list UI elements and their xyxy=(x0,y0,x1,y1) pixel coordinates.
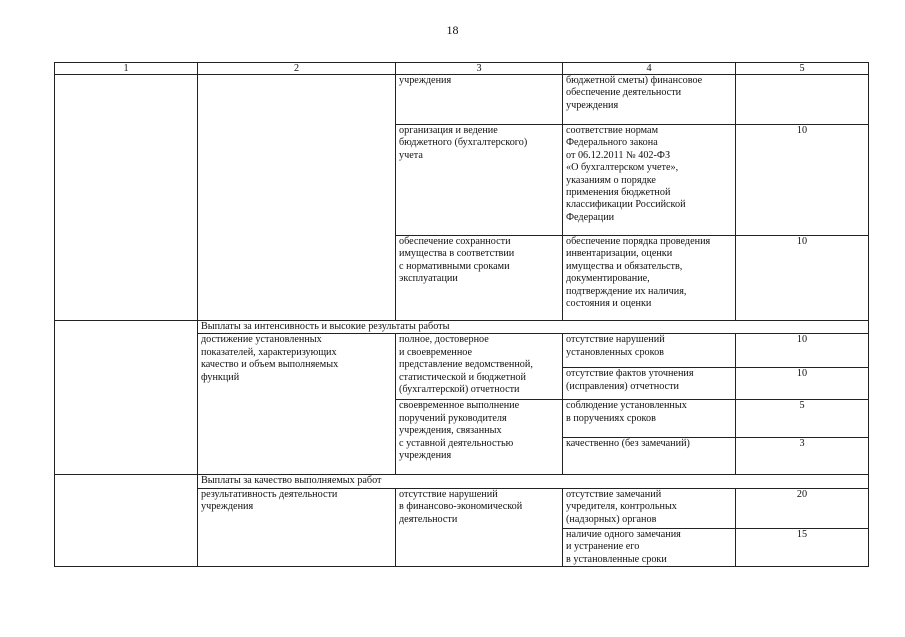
table-cell-col4: отсутствие нарушений установленных сроков xyxy=(563,334,736,368)
table-cell-col4: бюджетной сметы) финансовое обеспечение деятельности учреждения xyxy=(563,75,736,125)
table-cell-col5: 10 xyxy=(736,125,869,236)
table-cell-col4: обеспечение порядка проведения инвентаризации, оценки имущества и обязательств, документирование, подтверждение их наличия, состояния и оценки xyxy=(563,236,736,321)
table-cell-col4: отсутствие замечаний учредителя, контрольных (надзорных) органов xyxy=(563,488,736,528)
table-cell-col2 xyxy=(198,75,396,321)
column-header: 2 xyxy=(198,63,396,75)
table-cell-col2: результативность деятельности учреждения xyxy=(198,488,396,566)
column-header: 4 xyxy=(563,63,736,75)
table-cell-col3: обеспечение сохранности имущества в соответствии с нормативными сроками эксплуатации xyxy=(396,236,563,321)
table-cell-col4: соответствие нормам Федерального закона от 06.12.2011 № 402-ФЗ «О бухгалтерском учете», указаниям о порядке применения бюджетной классификации Российской Федерации xyxy=(563,125,736,236)
table-cell-col5: 15 xyxy=(736,528,869,566)
table-cell-col5: 10 xyxy=(736,368,869,400)
table-cell-col3: полное, достоверное и своевременное представление ведомственной, статистической и бюджетной (бухгалтерской) отчетности xyxy=(396,334,563,400)
table-cell-col5: 10 xyxy=(736,236,869,321)
table-cell-col3: учреждения xyxy=(396,75,563,125)
column-header: 5 xyxy=(736,63,869,75)
table-cell-col4: качественно (без замечаний) xyxy=(563,438,736,475)
table-cell-col1 xyxy=(55,321,198,475)
page-number: 18 xyxy=(446,23,459,37)
table-cell-col5 xyxy=(736,75,869,125)
column-header: 3 xyxy=(396,63,563,75)
criteria-table xyxy=(54,62,869,567)
column-header: 1 xyxy=(55,63,198,75)
table-cell-col5: 5 xyxy=(736,400,869,438)
table-cell-col4: наличие одного замечания и устранение его в установленные сроки xyxy=(563,528,736,566)
table-cell-col4: соблюдение установленных в поручениях сроков xyxy=(563,400,736,438)
table-cell-col3: отсутствие нарушений в финансово-экономической деятельности xyxy=(396,488,563,566)
table-row xyxy=(55,75,869,125)
table-cell-col3: организация и ведение бюджетного (бухгалтерского) учета xyxy=(396,125,563,236)
section-row xyxy=(55,321,869,334)
section-row xyxy=(55,475,869,488)
table-cell-col5: 10 xyxy=(736,334,869,368)
table-cell-col5: 3 xyxy=(736,438,869,475)
table-cell-col1 xyxy=(55,475,198,567)
section-title: Выплаты за интенсивность и высокие результаты работы xyxy=(198,321,869,334)
table-header-row xyxy=(55,63,869,75)
table-cell-col5: 20 xyxy=(736,488,869,528)
table-cell-col4: отсутствие фактов уточнения (исправления) отчетности xyxy=(563,368,736,400)
table-cell-col1 xyxy=(55,75,198,321)
section-title: Выплаты за качество выполняемых работ xyxy=(198,475,869,488)
table-cell-col2: достижение установленных показателей, характеризующих качество и объем выполняемых функций xyxy=(198,334,396,475)
table-cell-col3: своевременное выполнение поручений руководителя учреждения, связанных с уставной деятельностью учреждения xyxy=(396,400,563,475)
